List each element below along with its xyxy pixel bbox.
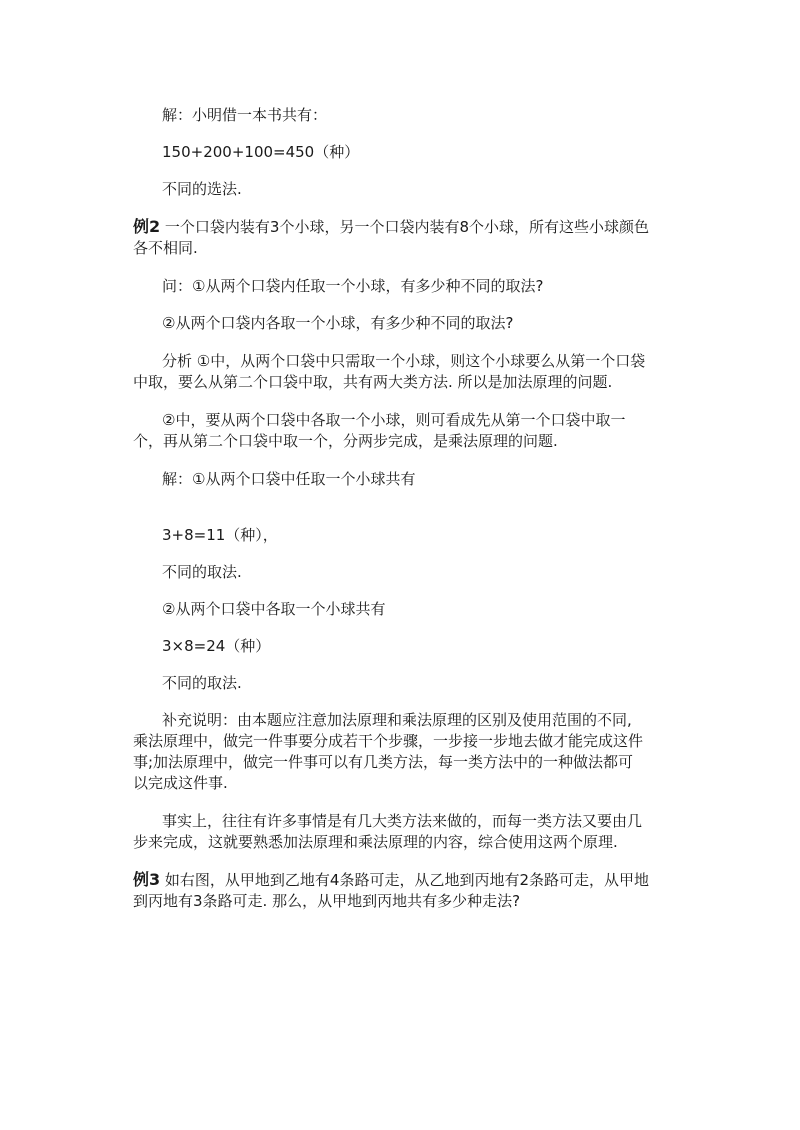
solution-1-intro: 解：小明借一本书共有： [162, 106, 328, 124]
analysis-1-line-2: 中取，要么从第二个口袋中取，共有两大类方法. 所以是加法原理的问题. [133, 373, 613, 391]
analysis-2-line-1: ②中，要从两个口袋中各取一个小球，则可看成先从第一个口袋中取一 [162, 411, 626, 429]
solution-2-formula-2: 3×8=24（种） [162, 637, 271, 655]
example-3-label: 例3 [133, 870, 161, 889]
example-2-label: 例2 [133, 217, 161, 236]
note-line-1: 补充说明：由本题应注意加法原理和乘法原理的区别及使用范围的不同, [162, 711, 632, 729]
solution-2-part-2: ②从两个口袋中各取一个小球共有 [162, 600, 386, 618]
analysis-1-line-1: 分析 ①中，从两个口袋中只需取一个小球，则这个小球要么从第一个口袋 [162, 352, 646, 370]
example-2-line-2: 各不相同. [133, 239, 198, 257]
fact-line-1: 事实上，往往有许多事情是有几大类方法来做的，而每一类方法又要由几 [162, 812, 643, 830]
fact-line-2: 步来完成，这就要熟悉加法原理和乘法原理的内容，综合使用这两个原理. [133, 833, 618, 851]
solution-2-intro: 解：①从两个口袋中任取一个小球共有 [162, 470, 416, 488]
analysis-2-line-2: 个，再从第二个口袋中取一个，分两步完成，是乘法原理的问题. [133, 432, 558, 450]
note-line-2: 乘法原理中，做完一件事要分成若干个步骤，一步接一步地去做才能完成这件 [133, 732, 644, 750]
example-2-text-1: 一个口袋内装有3个小球，另一个口袋内装有8个小球，所有这些小球颜色 [164, 218, 650, 236]
solution-2-end-2: 不同的取法. [162, 674, 242, 692]
example-3-text-1: 如右图，从甲地到乙地有4条路可走，从乙地到丙地有2条路可走，从甲地 [164, 871, 650, 889]
solution-2-formula-1: 3+8=11（种）， [162, 526, 278, 544]
solution-1-end: 不同的选法. [162, 180, 242, 198]
solution-1-formula: 150+200+100=450（种） [162, 143, 360, 161]
question-2: ②从两个口袋内各取一个小球，有多少种不同的取法? [162, 314, 514, 332]
question-1: 问：①从两个口袋内任取一个小球，有多少种不同的取法? [162, 277, 544, 295]
example-3-line-1 [133, 869, 649, 891]
note-line-3: 事;加法原理中，做完一件事可以有几类方法，每一类方法中的一种做法都可 [133, 753, 634, 771]
example-2-line-1 [133, 216, 649, 238]
solution-2-end-1: 不同的取法. [162, 563, 242, 581]
example-3-line-2: 到丙地有3条路可走. 那么，从甲地到丙地共有多少种走法? [133, 892, 521, 910]
note-line-4: 以完成这件事. [133, 774, 228, 792]
